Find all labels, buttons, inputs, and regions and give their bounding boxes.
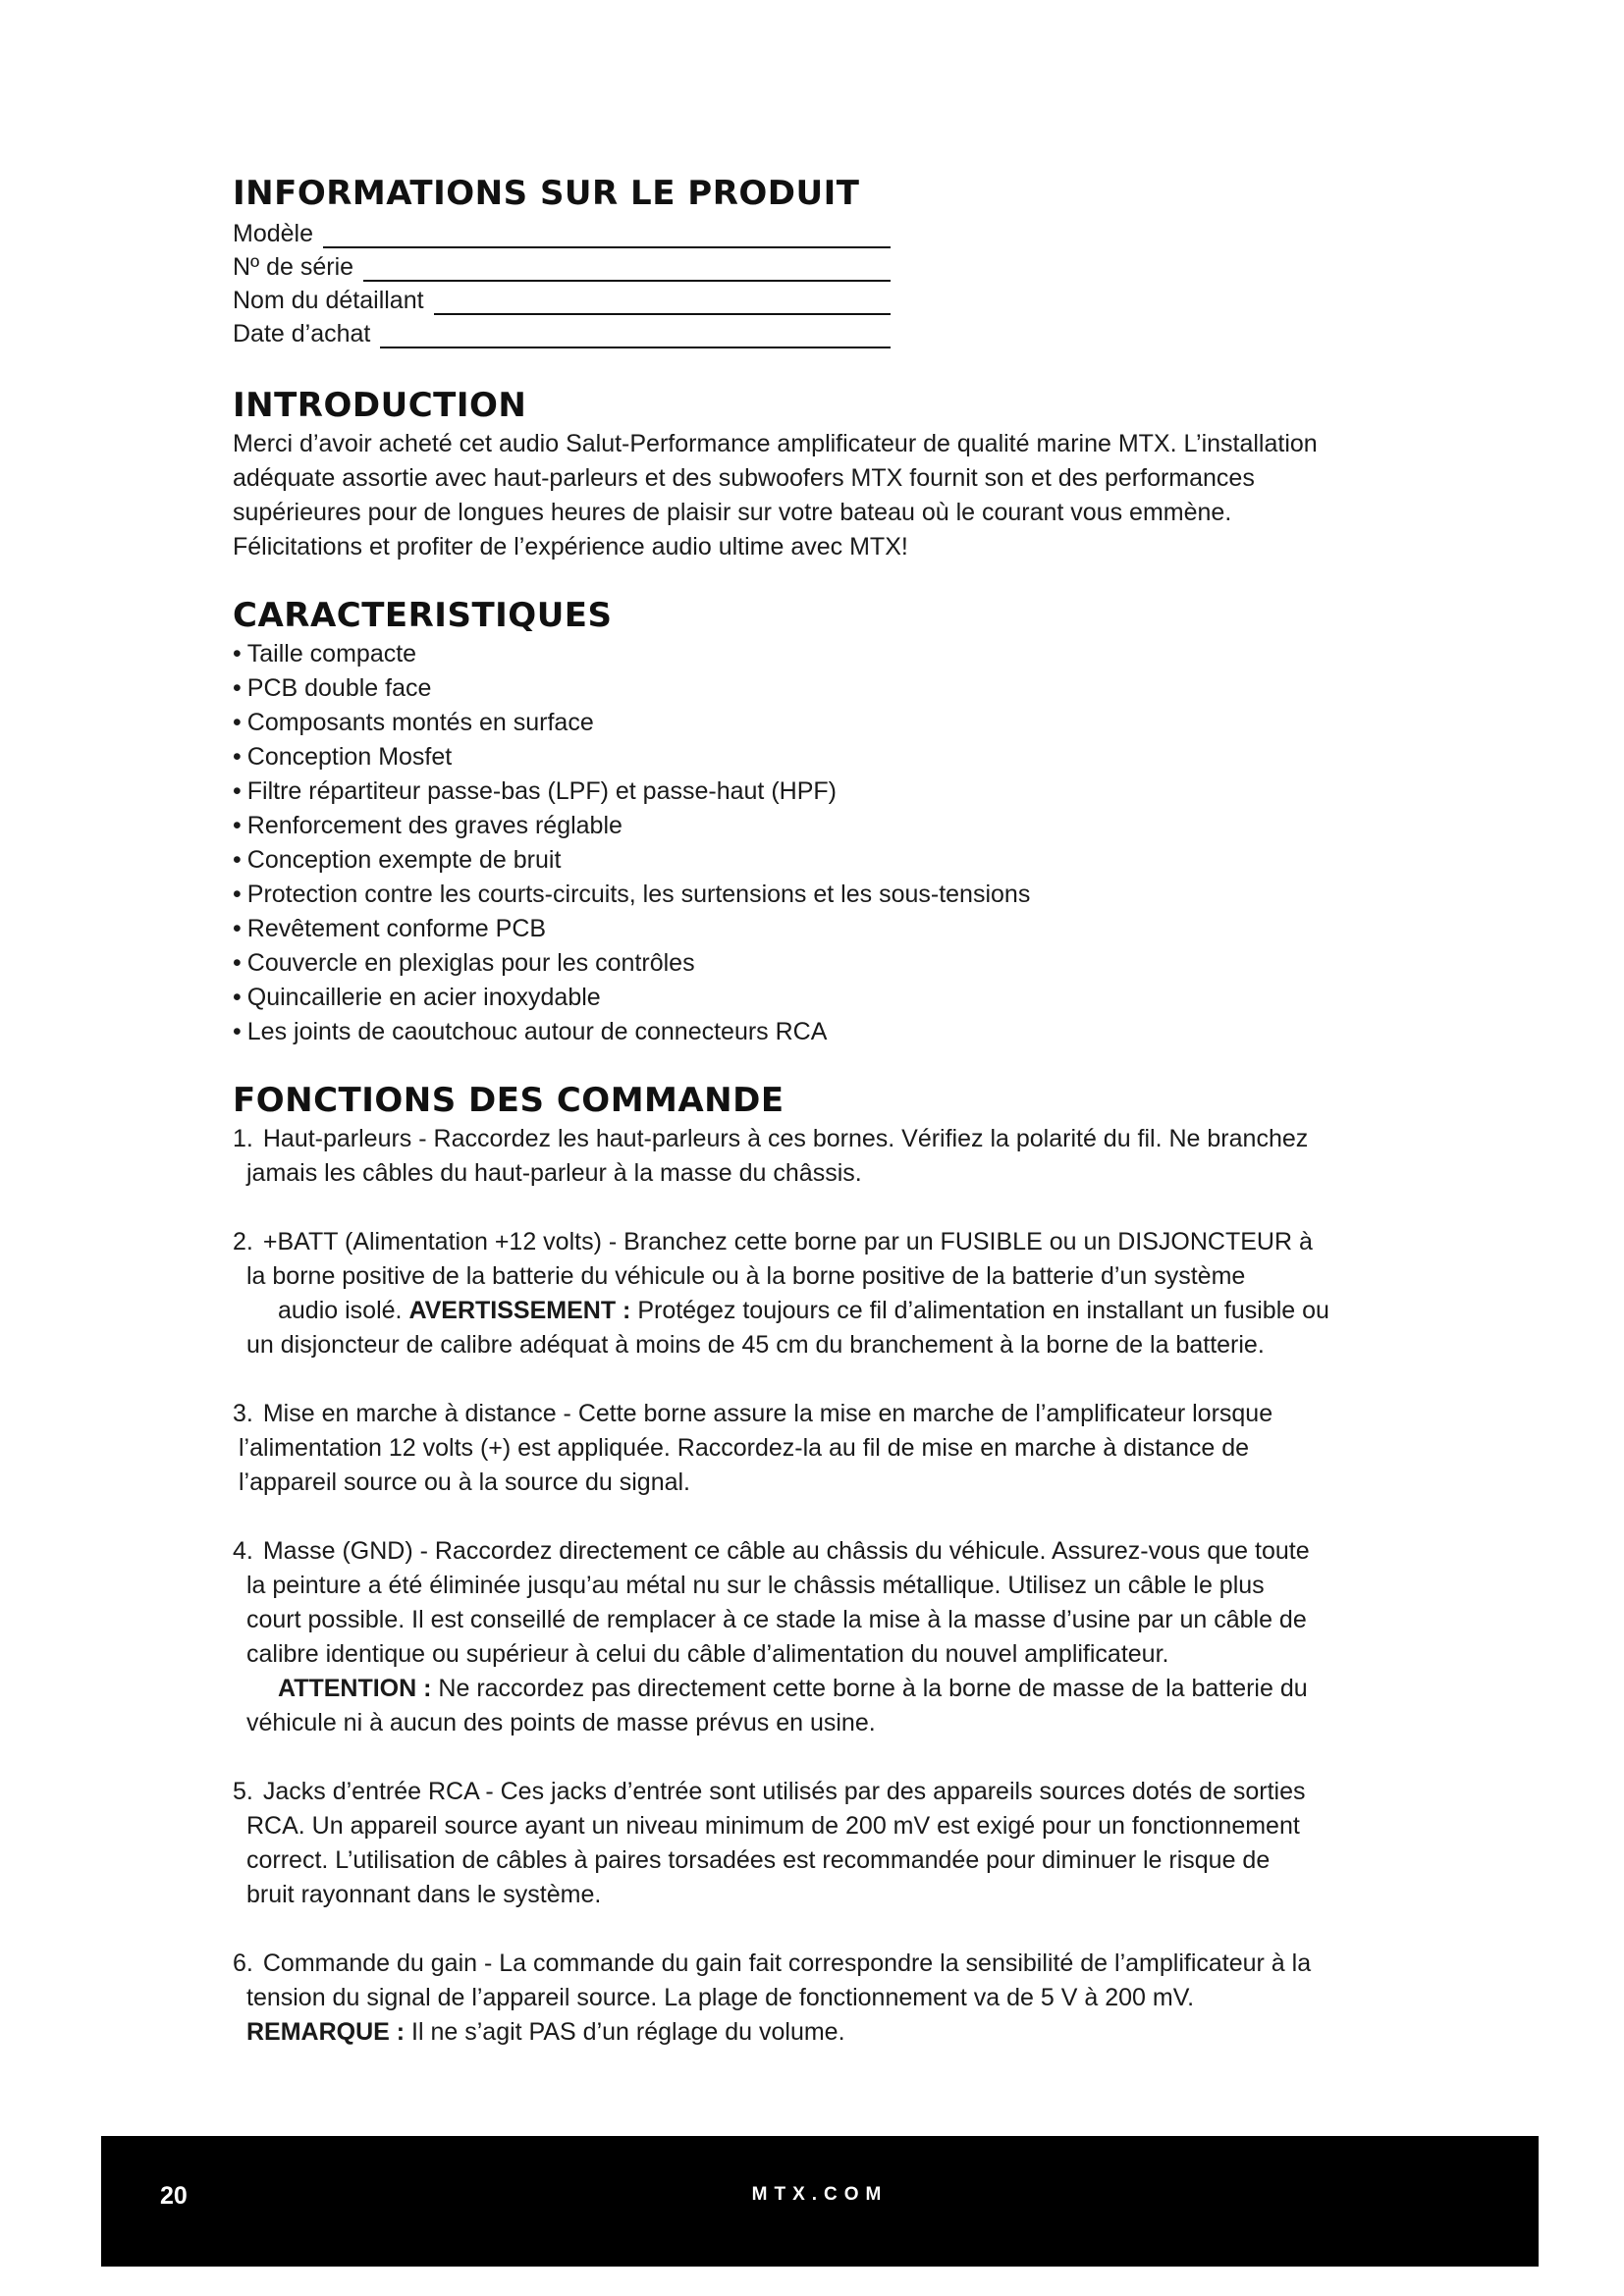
command-text: correct. L’utilisation de câbles à paires torsadées est recommandée pour diminuer le risque de	[246, 1846, 1271, 1874]
command-text-line	[233, 2015, 1440, 2050]
command-text-line	[233, 1294, 1440, 1328]
list-item: • Taille compacte	[233, 637, 1440, 671]
command-text: Ne raccordez pas directement cette borne à la borne de masse de la batterie du	[431, 1675, 1308, 1702]
commands-heading: FONCTIONS DES COMMANDE	[233, 1081, 785, 1120]
item-number: 1.	[233, 1125, 253, 1152]
command-text: la borne positive de la batterie du véhicule ou à la borne positive de la batterie d’un système	[246, 1262, 1246, 1290]
model-field[interactable]	[233, 215, 891, 248]
field-label: Nº de série	[233, 253, 354, 281]
intro-line: supérieures pour de longues heures de plaisir sur votre bateau où le courant vous emmène.	[233, 499, 1232, 526]
page-content	[233, 172, 1440, 2084]
command-text: véhicule ni à aucun des points de masse prévus en usine.	[246, 1709, 876, 1736]
list-item: • Protection contre les courts-circuits, les surtensions et les sous-tensions	[233, 878, 1440, 912]
warning-label: AVERTISSEMENT :	[408, 1297, 631, 1324]
command-remote	[233, 1397, 1440, 1500]
dealer-name-field[interactable]	[233, 282, 891, 315]
command-text: Jacks d’entrée RCA - Ces jacks d’entrée sont utilisés par des appareils sources dotés de sorties	[262, 1778, 1306, 1805]
blank-line	[380, 325, 891, 348]
field-label: Modèle	[233, 220, 313, 247]
intro-line: Félicitations et profiter de l’expérience audio ultime avec MTX!	[233, 533, 908, 561]
command-text: Protégez toujours ce fil d’alimentation en installant un fusible ou	[630, 1297, 1329, 1324]
features-list	[233, 637, 1440, 1049]
command-ground	[233, 1534, 1440, 1740]
serial-number-field[interactable]	[233, 248, 891, 282]
introduction-heading: INTRODUCTION	[233, 386, 527, 425]
command-gain	[233, 1947, 1440, 2050]
command-text: l’alimentation 12 volts (+) est appliquée. Raccordez-la au fil de mise en marche à distance de	[239, 1434, 1250, 1462]
page-number: 20	[160, 2182, 188, 2210]
intro-line: adéquate assortie avec haut-parleurs et des subwoofers MTX fournit son et des performances	[233, 464, 1255, 492]
item-number: 4.	[233, 1537, 253, 1565]
item-number: 2.	[233, 1228, 253, 1255]
product-info-form	[233, 215, 1440, 348]
field-label: Nom du détaillant	[233, 287, 424, 314]
command-text-line	[233, 1672, 1440, 1706]
command-text: +BATT (Alimentation +12 volts) - Branchez cette borne par un FUSIBLE ou un DISJONCTEUR à	[262, 1228, 1313, 1255]
field-label: Date d’achat	[233, 320, 371, 347]
command-text: la peinture a été éliminée jusqu’au métal nu sur le châssis métallique. Utilisez un câble le plus	[246, 1572, 1265, 1599]
command-text: jamais les câbles du haut-parleur à la masse du châssis.	[246, 1159, 862, 1187]
intro-line: Merci d’avoir acheté cet audio Salut-Performance amplificateur de qualité marine MTX. L’installation	[233, 430, 1318, 457]
list-item: • Conception exempte de bruit	[233, 843, 1440, 878]
item-number: 5.	[233, 1778, 253, 1805]
command-text: Commande du gain - La commande du gain fait correspondre la sensibilité de l’amplificateur à la	[262, 1949, 1312, 1977]
command-text: Masse (GND) - Raccordez directement ce câble au châssis du véhicule. Assurez-vous que toute	[262, 1537, 1310, 1565]
command-text: calibre identique ou supérieur à celui du câble d’alimentation du nouvel amplificateur.	[246, 1640, 1169, 1668]
list-item: • Composants montés en surface	[233, 706, 1440, 740]
product-info-heading: INFORMATIONS SUR LE PRODUIT	[233, 174, 860, 213]
command-text: audio isolé.	[278, 1297, 409, 1324]
list-item: • Revêtement conforme PCB	[233, 912, 1440, 946]
item-number: 6.	[233, 1949, 253, 1977]
website-link[interactable]: MTX.COM	[751, 2184, 889, 2205]
blank-line	[434, 292, 891, 315]
command-batt	[233, 1225, 1440, 1362]
command-speakers	[233, 1122, 1440, 1191]
command-rca	[233, 1775, 1440, 1912]
list-item: • Filtre répartiteur passe-bas (LPF) et passe-haut (HPF)	[233, 774, 1440, 809]
features-heading: CARACTERISTIQUES	[233, 596, 613, 635]
command-text: RCA. Un appareil source ayant un niveau minimum de 200 mV est exigé pour un fonctionnement	[246, 1812, 1300, 1840]
blank-line	[363, 258, 891, 282]
command-text: Mise en marche à distance - Cette borne assure la mise en marche de l’amplificateur lorsque	[262, 1400, 1273, 1427]
command-text: Il ne s’agit PAS d’un réglage du volume.	[405, 2018, 845, 2046]
command-text: court possible. Il est conseillé de remplacer à ce stade la mise à la masse d’usine par un câble de	[246, 1606, 1307, 1633]
list-item: • Renforcement des graves réglable	[233, 809, 1440, 843]
item-number: 3.	[233, 1400, 253, 1427]
purchase-date-field[interactable]	[233, 315, 891, 348]
introduction-text	[233, 427, 1440, 564]
command-text: bruit rayonnant dans le système.	[246, 1881, 602, 1908]
list-item: • Conception Mosfet	[233, 740, 1440, 774]
blank-line	[323, 225, 891, 248]
footer-bar	[101, 2136, 1539, 2267]
command-text: Haut-parleurs - Raccordez les haut-parleurs à ces bornes. Vérifiez la polarité du fil. Ne branchez	[262, 1125, 1309, 1152]
command-text: l’appareil source ou à la source du signal.	[239, 1468, 690, 1496]
list-item: • Les joints de caoutchouc autour de connecteurs RCA	[233, 1015, 1440, 1049]
list-item: • Couvercle en plexiglas pour les contrôles	[233, 946, 1440, 981]
list-item: • Quincaillerie en acier inoxydable	[233, 981, 1440, 1015]
list-item: • PCB double face	[233, 671, 1440, 706]
command-text: tension du signal de l’appareil source. La plage de fonctionnement va de 5 V à 200 mV.	[246, 1984, 1195, 2011]
command-text: un disjoncteur de calibre adéquat à moins de 45 cm du branchement à la borne de la batterie.	[246, 1331, 1265, 1359]
remark-label: REMARQUE :	[246, 2018, 406, 2046]
attention-label: ATTENTION :	[278, 1675, 432, 1702]
